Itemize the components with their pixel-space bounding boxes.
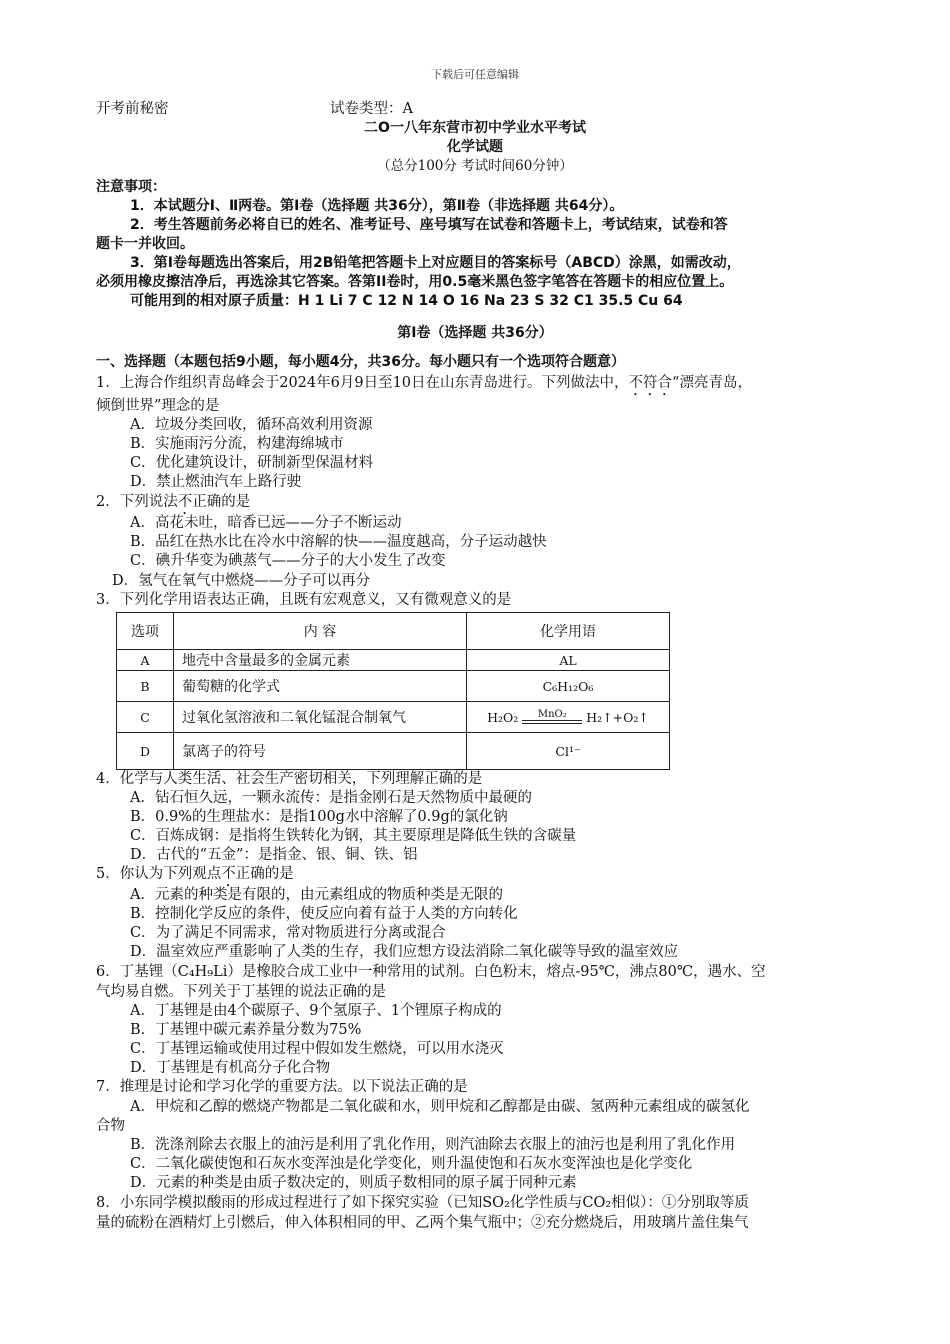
q3-table bbox=[116, 612, 670, 770]
q2-option-a: A．高花未吐，暗香已远——分子不断运动 bbox=[130, 515, 402, 531]
row-b-option: B bbox=[117, 671, 174, 702]
q6-option-b: B．丁基锂中碳元素养量分数为75% bbox=[130, 1022, 362, 1038]
q2-stem: 2．下列说法不正确的是 bbox=[96, 494, 251, 510]
q6-option-c: C．丁基锂运输或使用过程中假如发生燃烧，可以用水浇灭 bbox=[130, 1041, 504, 1057]
table-row bbox=[117, 671, 670, 702]
q3-stem: 3．下列化学用语表达正确，且既有宏观意义，又有微观意义的是 bbox=[96, 592, 512, 608]
row-d-content: 氯离子的符号 bbox=[174, 733, 467, 770]
header-formula: 化学用语 bbox=[467, 613, 670, 650]
q7-option-a-cont: 合物 bbox=[96, 1118, 125, 1134]
notice-item-1: 1．本试题分Ⅰ、Ⅱ两卷。第Ⅰ卷（选择题 共36分），第Ⅱ卷（非选择题 共64分）。 bbox=[130, 198, 624, 214]
q4-stem: 4．化学与人类生活、社会生产密切相关，下列理解正确的是 bbox=[96, 771, 483, 787]
exam-subject: 化学试题 bbox=[447, 139, 503, 155]
emphasis-not: 不 bbox=[177, 494, 193, 510]
q5-option-d: D．温室效应严重影响了人类的生存，我们应想方设法消除二氧化碳等导致的温室效应 bbox=[130, 944, 679, 960]
atomic-mass-note: 可能用到的相对原子质量：H 1 Li 7 C 12 N 14 O 16 Na 23 S 32 C1 35.5 Cu 64 bbox=[130, 293, 683, 309]
notice-item-2-cont: 题卡一并收回。 bbox=[96, 236, 194, 252]
row-c-formula bbox=[467, 702, 670, 733]
q6-stem-cont: 气均易自燃。下列关于丁基锂的说法正确的是 bbox=[96, 984, 386, 1000]
section-1-title: 一、选择题（本题包括9小题，每小题4分，共36分。每小题只有一个选项符合题意） bbox=[96, 354, 625, 370]
q6-option-d: D．丁基锂是有机高分子化合物 bbox=[130, 1060, 331, 1076]
q2-option-b: B．品红在热水比在冷水中溶解的快——温度越高，分子运动越快 bbox=[130, 534, 547, 550]
table-row bbox=[117, 733, 670, 770]
q6-stem: 6．丁基锂（C₄H₉Li）是橡胶合成工业中一种常用的试剂。白色粉末，熔点-95℃，沸点80℃，遇水、空 bbox=[96, 964, 766, 980]
notice-item-2: 2．考生答题前务必将自已的姓名、准考证号、座号填写在试卷和答题卡上，考试结束，试卷和答 bbox=[130, 217, 728, 233]
table-row bbox=[117, 650, 670, 671]
notice-item-3: 3．第Ⅰ卷每题选出答案后，用2B铅笔把答题卡上对应题目的答案标号（ABCD）涂黑，如需改动， bbox=[130, 255, 741, 271]
q1-option-a: A．垃圾分类回收，循环高效利用资源 bbox=[130, 417, 373, 433]
header-option: 选项 bbox=[117, 613, 174, 650]
row-a-content: 地壳中含量最多的金属元素 bbox=[174, 650, 467, 671]
notice-item-3-cont: 必须用橡皮擦洁净后，再选涂其它答案。答第II卷时，用0.5毫米黑色签字笔答在答题卡的相应位置上。 bbox=[96, 274, 734, 290]
table-header-row bbox=[117, 613, 670, 650]
row-d-option: D bbox=[117, 733, 174, 770]
q7-option-c: C．二氧化碳使饱和石灰水变浑浊是化学变化，则升温使饱和石灰水变浑浊也是化学变化 bbox=[130, 1156, 693, 1172]
q8-stem-cont: 量的硫粉在酒精灯上引燃后，伸入体积相同的甲、乙两个集气瓶中；②充分燃烧后，用玻璃片盖住集气 bbox=[96, 1215, 749, 1231]
exam-title: 二O一八年东营市初中学业水平考试 bbox=[364, 120, 586, 136]
q6-option-a: A．丁基锂是由4个碳原子、9个氢原子、1个锂原子构成的 bbox=[130, 1003, 502, 1019]
row-b-formula: C₆H₁₂O₆ bbox=[467, 671, 670, 702]
part1-title: 第Ⅰ卷（选择题 共36分） bbox=[397, 325, 553, 341]
catalyst-arrow: MnO₂ bbox=[522, 710, 582, 724]
q7-option-a: A．甲烷和乙醇的燃烧产物都是二氧化碳和水，则甲烷和乙醇都是由碳、氢两种元素组成的碳氢化 bbox=[130, 1099, 750, 1115]
row-a-option: A bbox=[117, 650, 174, 671]
table-row bbox=[117, 702, 670, 733]
q1-stem-cont: 倾倒世界”理念的是 bbox=[96, 398, 220, 414]
q1-option-b: B．实施雨污分流，构建海绵城市 bbox=[130, 436, 344, 452]
q7-option-b: B．洗涤剂除去衣服上的油污是利用了乳化作用，则汽油除去衣服上的油污也是利用了乳化作用 bbox=[130, 1137, 736, 1153]
q4-option-c: C．百炼成钢：是指将生铁转化为钢，其主要原理是降低生铁的含碳量 bbox=[130, 828, 577, 844]
q1-option-c: C．优化建筑设计，研制新型保温材料 bbox=[130, 455, 374, 471]
row-c-content: 过氧化氢溶液和二氧化锰混合制氧气 bbox=[174, 702, 467, 733]
emphasis-not: 不 bbox=[221, 866, 236, 882]
paper-type: 试卷类型：A bbox=[330, 101, 413, 117]
notice-heading: 注意事项： bbox=[96, 179, 166, 195]
q4-option-b: B．0.9%的生理盐水：是指100g水中溶解了0.9g的氯化钠 bbox=[130, 809, 508, 825]
download-note: 下载后可任意编辑 bbox=[431, 68, 519, 81]
row-a-formula: AL bbox=[467, 650, 670, 671]
q2-option-c: C．碘升华变为碘蒸气——分子的大小发生了改变 bbox=[130, 553, 446, 569]
q2-option-d: D．氢气在氧气中燃烧——分子可以再分 bbox=[112, 573, 371, 589]
q7-stem: 7．推理是讨论和学习化学的重要方法。以下说法正确的是 bbox=[96, 1079, 468, 1095]
row-c-option: C bbox=[117, 702, 174, 733]
q4-option-a: A．钻石恒久远，一颗永流传：是指金刚石是天然物质中最硬的 bbox=[130, 790, 532, 806]
q5-option-b: B．控制化学反应的条件，使反应向着有益于人类的方向转化 bbox=[130, 906, 518, 922]
q4-option-d: D．古代的“五金”：是指金、银、铜、铁、铝 bbox=[130, 847, 418, 863]
q8-stem: 8．小东同学模拟酸雨的形成过程进行了如下探究实验（已知SO₂化学性质与CO₂相似）：①分别取等质 bbox=[96, 1195, 749, 1211]
emphasis-not-conform: 不符合 bbox=[628, 375, 673, 391]
reaction-equation: H₂O₂ MnO₂ H₂↑+O₂↑ bbox=[487, 709, 649, 725]
q1-stem: 1．上海合作组织青岛峰会于2024年6月9日至10日在山东青岛进行。下列做法中，不符合“漂亮青岛， bbox=[96, 375, 752, 391]
row-b-content: 葡萄糖的化学式 bbox=[174, 671, 467, 702]
header-content: 内 容 bbox=[174, 613, 467, 650]
exam-info: （总分100分 考试时间60分钟） bbox=[377, 158, 573, 174]
secret-label: 开考前秘密 bbox=[96, 101, 169, 117]
q5-stem: 5．你认为下列观点不正确的是 bbox=[96, 866, 294, 882]
q5-option-a: A．元素的种类是有限的，由元素组成的物质种类是无限的 bbox=[130, 887, 503, 903]
q7-option-d: D．元素的种类是由质子数决定的，则质子数相同的原子属于同种元素 bbox=[130, 1175, 577, 1191]
q1-option-d: D．禁止燃油汽车上路行驶 bbox=[130, 474, 302, 490]
q5-option-c: C．为了满足不同需求，常对物质进行分离或混合 bbox=[130, 925, 446, 941]
row-d-formula: Cl¹⁻ bbox=[467, 733, 670, 770]
